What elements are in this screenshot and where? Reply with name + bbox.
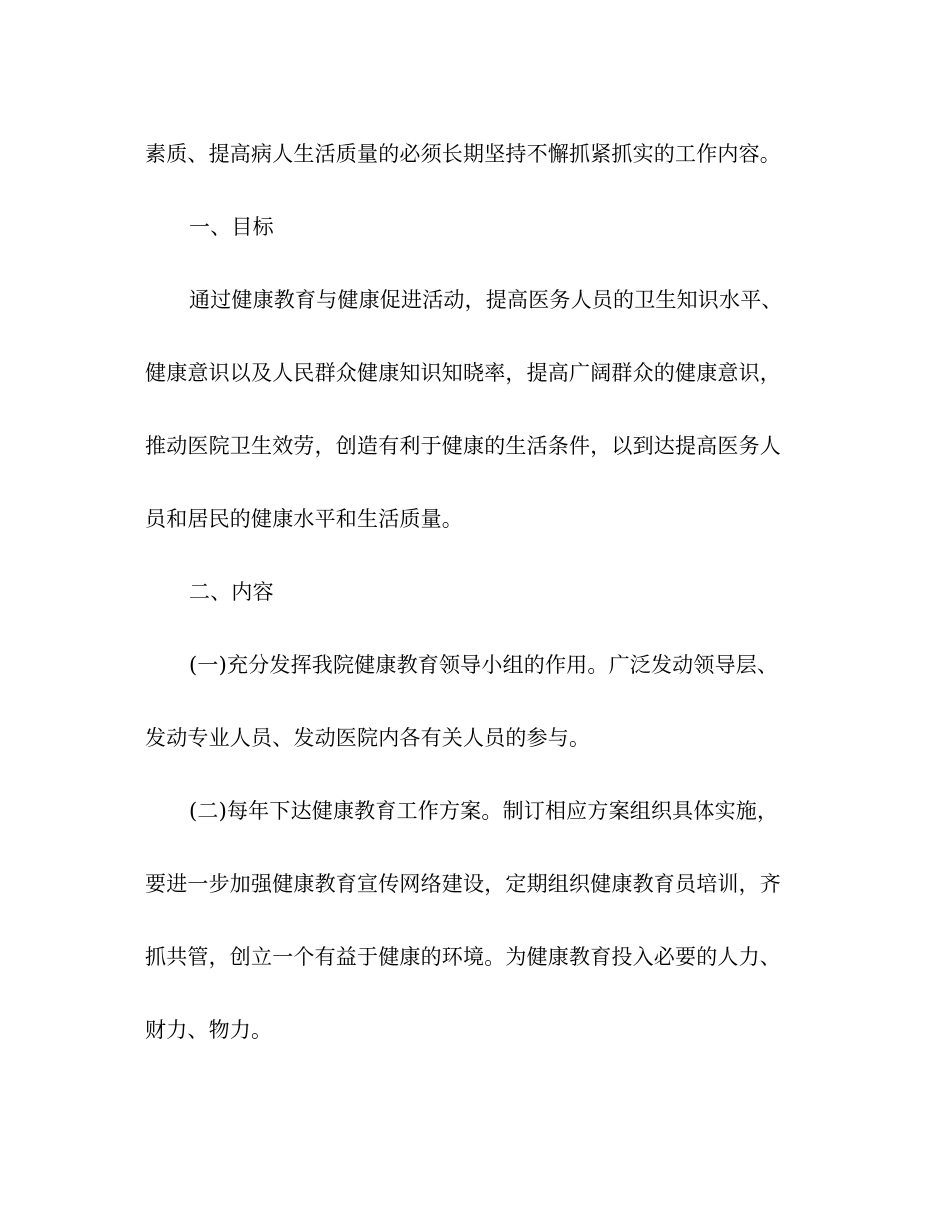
section-heading-goal: 一、目标	[189, 215, 274, 239]
paragraph-item2-line-3: 抓共管，创立一个有益于健康的环境。为健康教育投入必要的人力、	[145, 945, 781, 969]
paragraph-goal-line-4: 员和居民的健康水平和生活质量。	[145, 507, 463, 531]
paragraph-goal-line-1: 通过健康教育与健康促进活动，提高医务人员的卫生知识水平、	[189, 288, 783, 312]
paragraph-item1-line-1: (一)充分发挥我院健康教育领导小组的作用。广泛发动领导层、	[189, 653, 779, 677]
paragraph-goal-line-2: 健康意识以及人民群众健康知识知晓率，提高广阔群众的健康意识，	[145, 361, 781, 385]
paragraph-item1-line-2: 发动专业人员、发动医院内各有关人员的参与。	[145, 726, 591, 750]
paragraph-continuation-line: 素质、提高病人生活质量的必须长期坚持不懈抓紧抓实的工作内容。	[145, 142, 781, 166]
paragraph-goal-line-3: 推动医院卫生效劳，创造有利于健康的生活条件，以到达提高医务人	[145, 434, 781, 458]
section-heading-content: 二、内容	[189, 580, 274, 604]
paragraph-item2-line-4: 财力、物力。	[145, 1018, 273, 1042]
paragraph-item2-line-1: (二)每年下达健康教育工作方案。制订相应方案组织具体实施，	[189, 799, 779, 823]
paragraph-item2-line-2: 要进一步加强健康教育宣传网络建设，定期组织健康教育员培训，齐	[145, 872, 781, 896]
